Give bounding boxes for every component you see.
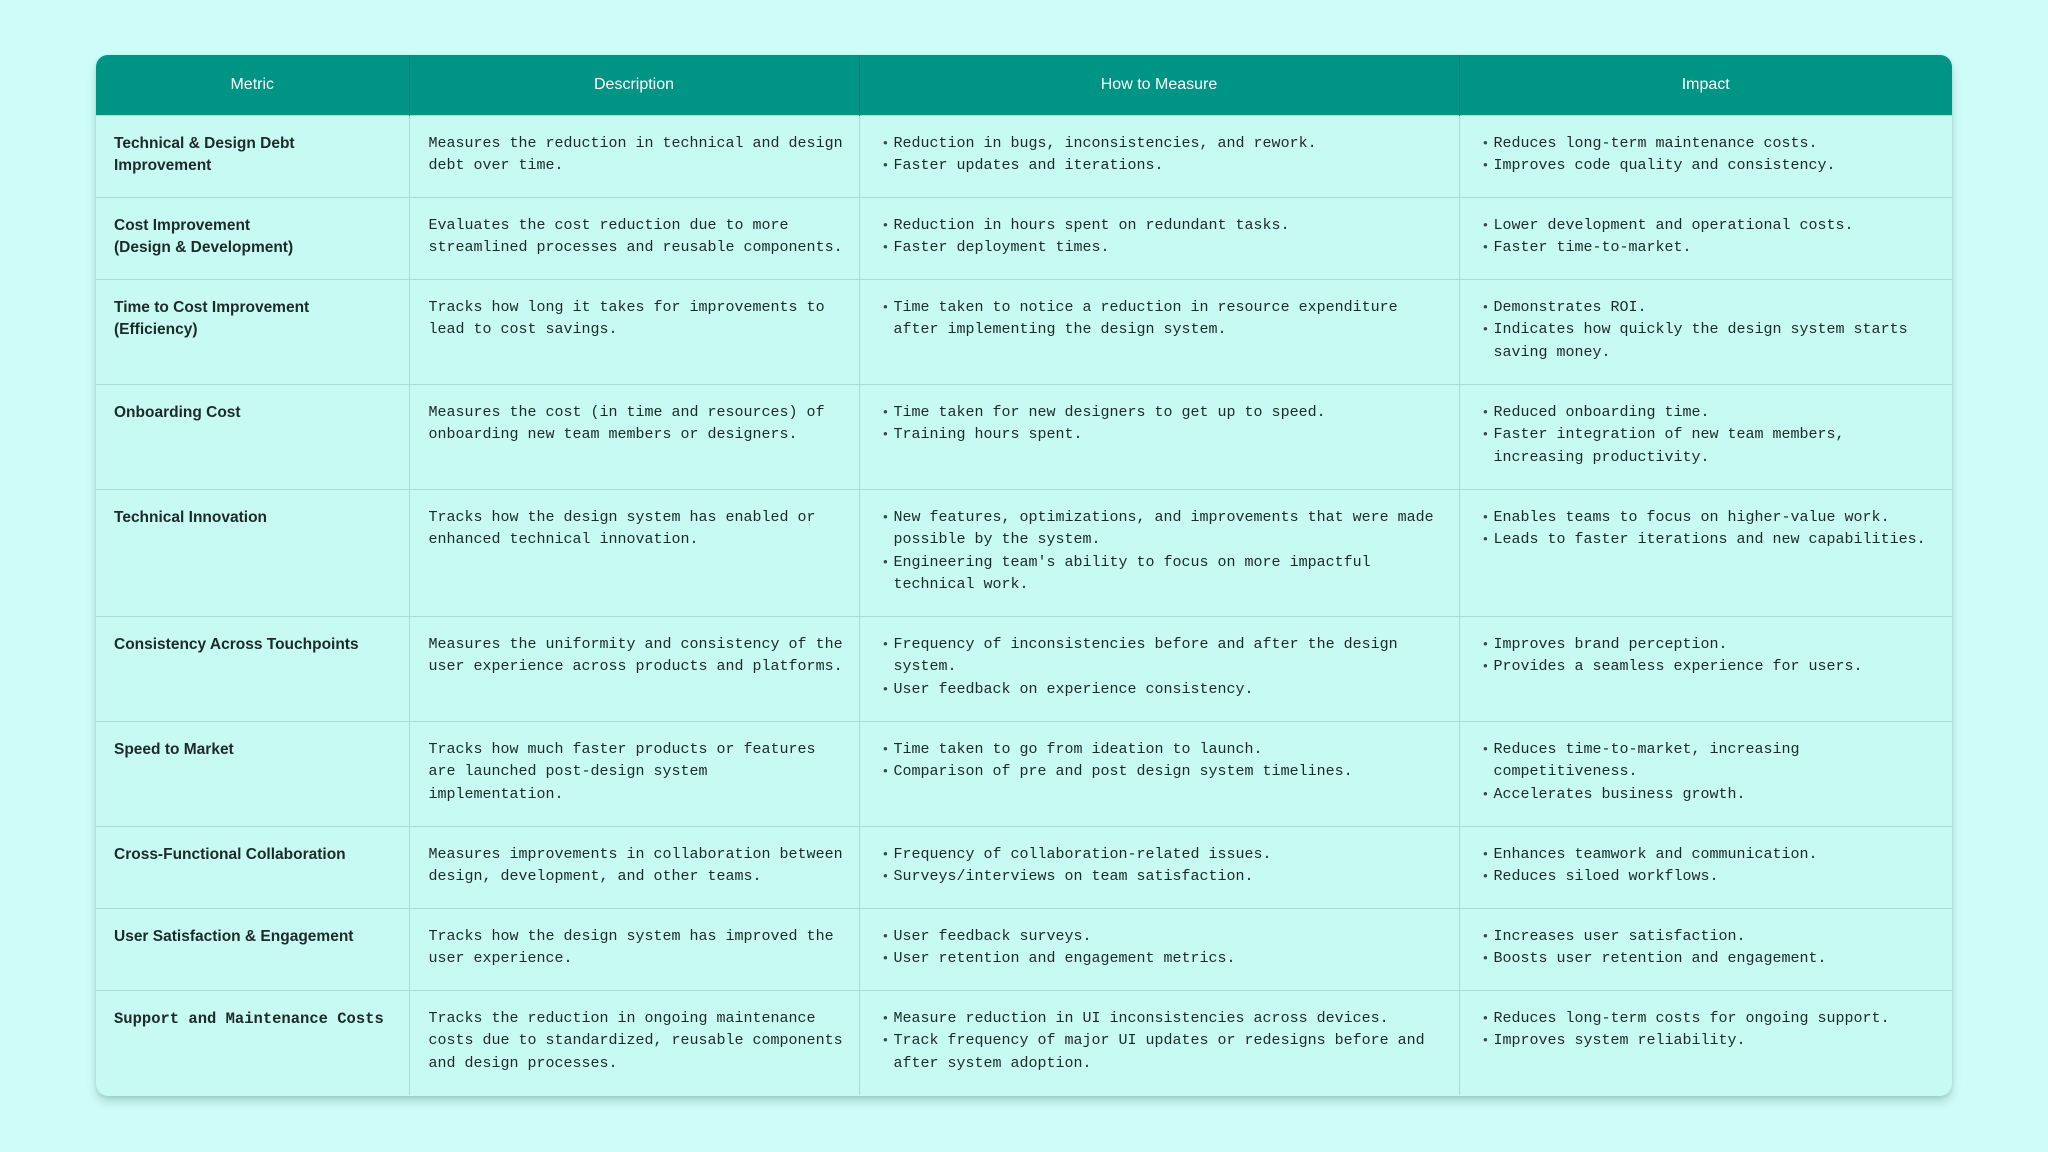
table-row (96, 115, 1952, 197)
impact-cell (1459, 384, 1952, 489)
bullet-item: • Faster deployment times. (884, 237, 1445, 260)
bullet-item: • Frequency of inconsistencies before and after the design system. (884, 634, 1445, 679)
impact-list (1484, 634, 1939, 679)
how-to-measure-list (884, 133, 1445, 178)
bullet-item: • Enables teams to focus on higher-value work. (1484, 507, 1939, 530)
metric-name: (Design & Development) (114, 239, 294, 256)
bullet-item: • Reduces time-to-market, increasing competitiveness. (1484, 739, 1939, 784)
metric-name: Cross-Functional Collaboration (114, 845, 346, 863)
metrics-table-card (96, 55, 1952, 1096)
bullet-item: • Time taken for new designers to get up to speed. (884, 402, 1445, 425)
bullet-item: • User retention and engagement metrics. (884, 948, 1445, 971)
bullet-item: • Reduced onboarding time. (1484, 402, 1939, 425)
bullet-item: • Leads to faster iterations and new capabilities. (1484, 529, 1939, 552)
impact-list (1484, 507, 1939, 552)
metric-cell (96, 616, 409, 721)
bullet-item: • Accelerates business growth. (1484, 784, 1939, 807)
table-row (96, 489, 1952, 616)
description-cell: Tracks how the design system has enabled or enhanced technical innovation. (409, 489, 859, 616)
description-cell: Tracks how long it takes for improvements to lead to cost savings. (409, 279, 859, 384)
metric-name: Technical Innovation (114, 508, 268, 526)
impact-list (1484, 1008, 1939, 1053)
bullet-item: • Faster updates and iterations. (884, 155, 1445, 178)
impact-list (1484, 739, 1939, 807)
column-header-description: Description (409, 55, 859, 115)
impact-list (1484, 926, 1939, 971)
bullet-item: • Faster integration of new team members, increasing productivity. (1484, 424, 1939, 469)
how-to-measure-cell (859, 908, 1459, 990)
metric-cell (96, 384, 409, 489)
impact-cell (1459, 197, 1952, 279)
how-to-measure-cell (859, 115, 1459, 197)
description-cell: Measures the uniformity and consistency of the user experience across products and platforms. (409, 616, 859, 721)
how-to-measure-cell (859, 826, 1459, 908)
bullet-item: • Improves brand perception. (1484, 634, 1939, 657)
metric-name: User Satisfaction & Engagement (114, 927, 354, 945)
impact-cell (1459, 908, 1952, 990)
bullet-item: • Boosts user retention and engagement. (1484, 948, 1939, 971)
how-to-measure-cell (859, 279, 1459, 384)
impact-cell (1459, 489, 1952, 616)
description-cell: Measures improvements in collaboration between design, development, and other teams. (409, 826, 859, 908)
metric-cell (96, 826, 409, 908)
column-header-impact: Impact (1459, 55, 1952, 115)
bullet-item: • User feedback surveys. (884, 926, 1445, 949)
bullet-item: • Frequency of collaboration-related issues. (884, 844, 1445, 867)
metric-name: Cost Improvement (114, 216, 251, 234)
bullet-item: • Indicates how quickly the design system starts saving money. (1484, 319, 1939, 364)
column-header-metric: Metric (230, 75, 275, 93)
description-cell: Tracks the reduction in ongoing maintenance costs due to standardized, reusable components and design processes. (409, 990, 859, 1095)
how-to-measure-list (884, 739, 1445, 784)
table-row (96, 908, 1952, 990)
bullet-item: • Surveys/interviews on team satisfaction. (884, 866, 1445, 889)
impact-cell (1459, 826, 1952, 908)
table-row (96, 197, 1952, 279)
metric-cell (96, 908, 409, 990)
table-row (96, 990, 1952, 1095)
metric-cell (96, 115, 409, 197)
table-header-row (96, 55, 1952, 115)
table-row (96, 384, 1952, 489)
bullet-item: • User feedback on experience consistency. (884, 679, 1445, 702)
bullet-item: • New features, optimizations, and improvements that were made possible by the system. (884, 507, 1445, 552)
bullet-item: • Time taken to go from ideation to launch. (884, 739, 1445, 762)
impact-cell (1459, 115, 1952, 197)
how-to-measure-list (884, 1008, 1445, 1076)
metric-cell (96, 279, 409, 384)
how-to-measure-list (884, 844, 1445, 889)
bullet-item: • Enhances teamwork and communication. (1484, 844, 1939, 867)
bullet-item: • Improves code quality and consistency. (1484, 155, 1939, 178)
bullet-item: • Training hours spent. (884, 424, 1445, 447)
column-header-how-to-measure: How to Measure (859, 55, 1459, 115)
table-body (96, 115, 1952, 1095)
metric-cell (96, 721, 409, 826)
impact-cell (1459, 279, 1952, 384)
metric-name: Support and Maintenance Costs (114, 1009, 384, 1028)
description-cell: Measures the reduction in technical and design debt over time. (409, 115, 859, 197)
metric-name: Onboarding Cost (114, 403, 241, 421)
impact-list (1484, 215, 1939, 260)
metric-cell (96, 489, 409, 616)
table-row (96, 826, 1952, 908)
impact-list (1484, 297, 1939, 365)
bullet-item: • Reduction in bugs, inconsistencies, and rework. (884, 133, 1445, 156)
bullet-item: • Engineering team's ability to focus on more impactful technical work. (884, 552, 1445, 597)
impact-list (1484, 844, 1939, 889)
how-to-measure-cell (859, 384, 1459, 489)
metric-name: Time to Cost Improvement (114, 298, 310, 316)
table-row (96, 279, 1952, 384)
bullet-item: • Reduces long-term costs for ongoing support. (1484, 1008, 1939, 1031)
bullet-item: • Provides a seamless experience for users. (1484, 656, 1939, 679)
how-to-measure-list (884, 215, 1445, 260)
table-row (96, 616, 1952, 721)
metric-name: Speed to Market (114, 740, 234, 758)
description-cell: Tracks how much faster products or features are launched post-design system implementation. (409, 721, 859, 826)
how-to-measure-list (884, 926, 1445, 971)
description-cell: Evaluates the cost reduction due to more streamlined processes and reusable components. (409, 197, 859, 279)
how-to-measure-cell (859, 990, 1459, 1095)
bullet-item: • Demonstrates ROI. (1484, 297, 1939, 320)
bullet-item: • Time taken to notice a reduction in resource expenditure after implementing the design system. (884, 297, 1445, 342)
how-to-measure-list (884, 507, 1445, 597)
bullet-item: • Increases user satisfaction. (1484, 926, 1939, 949)
how-to-measure-cell (859, 616, 1459, 721)
bullet-item: • Reduces long-term maintenance costs. (1484, 133, 1939, 156)
bullet-item: • Track frequency of major UI updates or redesigns before and after system adoption. (884, 1030, 1445, 1075)
table-row (96, 721, 1952, 826)
impact-list (1484, 402, 1939, 470)
how-to-measure-list (884, 402, 1445, 447)
metric-name: Consistency Across Touchpoints (114, 635, 359, 653)
metric-name: Technical & Design Debt Improvement (114, 134, 295, 174)
how-to-measure-cell (859, 197, 1459, 279)
bullet-item: • Reduces siloed workflows. (1484, 866, 1939, 889)
metric-name: (Efficiency) (114, 321, 198, 338)
bullet-item: • Lower development and operational costs. (1484, 215, 1939, 238)
bullet-item: • Reduction in hours spent on redundant tasks. (884, 215, 1445, 238)
description-cell: Tracks how the design system has improved the user experience. (409, 908, 859, 990)
impact-list (1484, 133, 1939, 178)
bullet-item: • Comparison of pre and post design system timelines. (884, 761, 1445, 784)
how-to-measure-list (884, 634, 1445, 702)
description-cell: Measures the cost (in time and resources) of onboarding new team members or designers. (409, 384, 859, 489)
how-to-measure-cell (859, 489, 1459, 616)
bullet-item: • Improves system reliability. (1484, 1030, 1939, 1053)
impact-cell (1459, 990, 1952, 1095)
how-to-measure-list (884, 297, 1445, 342)
bullet-item: • Measure reduction in UI inconsistencies across devices. (884, 1008, 1445, 1031)
metric-cell (96, 990, 409, 1095)
impact-cell (1459, 616, 1952, 721)
impact-cell (1459, 721, 1952, 826)
bullet-item: • Faster time-to-market. (1484, 237, 1939, 260)
metrics-table (96, 55, 1952, 1095)
metric-cell (96, 197, 409, 279)
how-to-measure-cell (859, 721, 1459, 826)
